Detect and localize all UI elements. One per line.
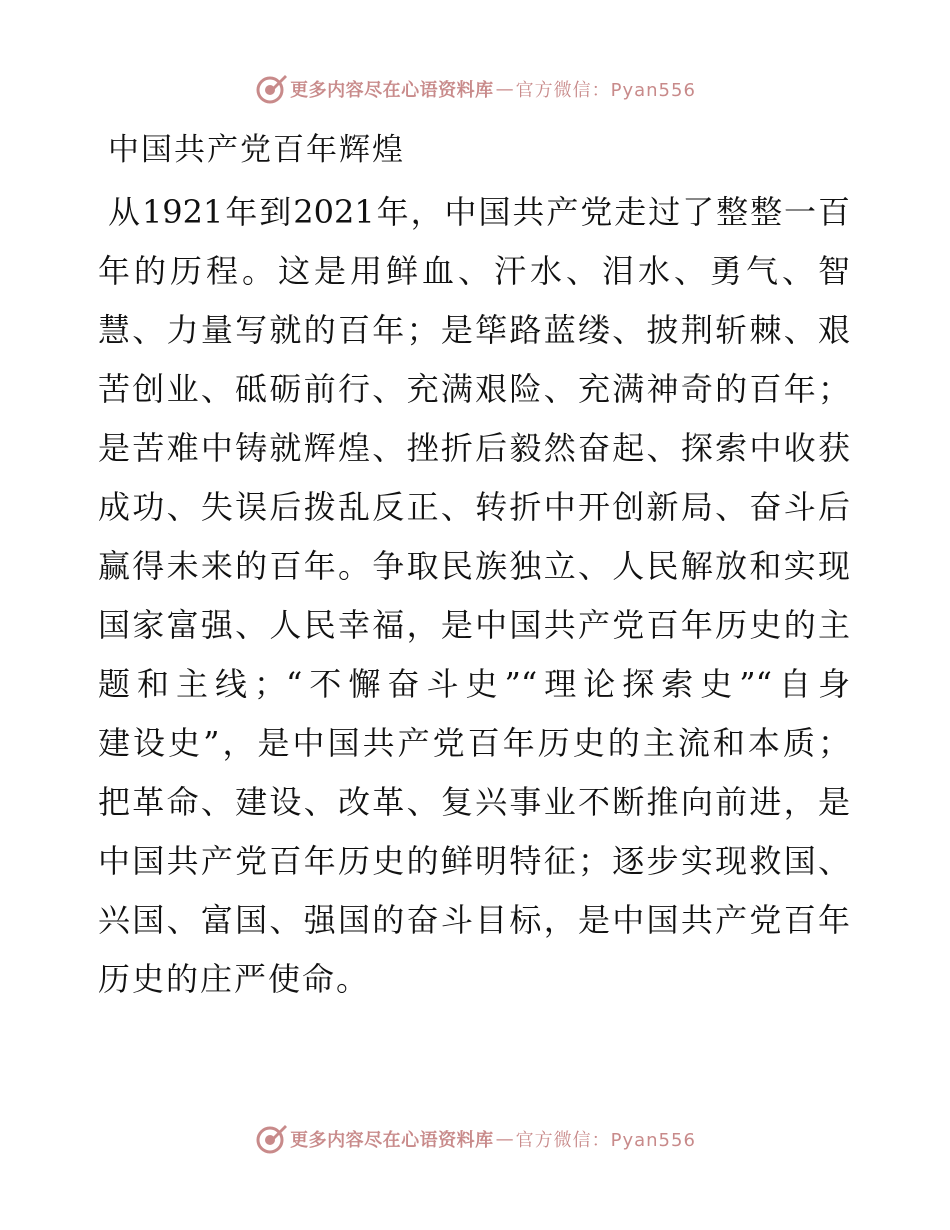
document-body [98, 183, 850, 1009]
body-line: 成功、失误后拨乱反正、转折中开创新局、奋斗后 [98, 488, 850, 526]
body-line: 中国共产党百年历史的鲜明特征；逐步实现救国、 [98, 842, 850, 880]
watermark-text: 更多内容尽在心语资料库 [290, 80, 494, 101]
body-line: 是苦难中铸就辉煌、挫折后毅然奋起、探索中收获 [98, 429, 850, 467]
watermark-text: 更多内容尽在心语资料库 [290, 1130, 494, 1151]
pen-logo-icon [254, 1122, 288, 1156]
watermark-separator: — [495, 1128, 514, 1150]
header-watermark [0, 72, 950, 106]
footer-watermark [0, 1122, 950, 1156]
body-line: 苦创业、砥砺前行、充满艰险、充满神奇的百年； [98, 370, 850, 408]
body-line: 年的历程。这是用鲜血、汗水、泪水、勇气、智 [98, 252, 850, 290]
body-line: 把革命、建设、改革、复兴事业不断推向前进，是 [98, 783, 850, 821]
body-line: 兴国、富国、强国的奋斗目标，是中国共产党百年 [98, 901, 850, 939]
body-line: 赢得未来的百年。争取民族独立、人民解放和实现 [98, 547, 850, 585]
body-line: 国家富强、人民幸福，是中国共产党百年历史的主 [98, 606, 850, 644]
body-line: 建设史”，是中国共产党百年历史的主流和本质； [98, 724, 850, 762]
pen-logo-icon [254, 72, 288, 106]
body-line: 历史的庄严使命。 [98, 960, 371, 998]
body-line: 从1921年到2021年，中国共产党走过了整整一百 [108, 193, 850, 231]
watermark-contact: 官方微信：Pyan556 [515, 1130, 696, 1151]
body-line: 题和主线；“不懈奋斗史”“理论探索史”“自身 [98, 665, 850, 703]
watermark-contact: 官方微信：Pyan556 [515, 80, 696, 101]
watermark-separator: — [495, 78, 514, 100]
body-line: 慧、力量写就的百年；是筚路蓝缕、披荆斩棘、艰 [98, 311, 850, 349]
document-title: 中国共产党百年辉煌 [108, 132, 405, 168]
